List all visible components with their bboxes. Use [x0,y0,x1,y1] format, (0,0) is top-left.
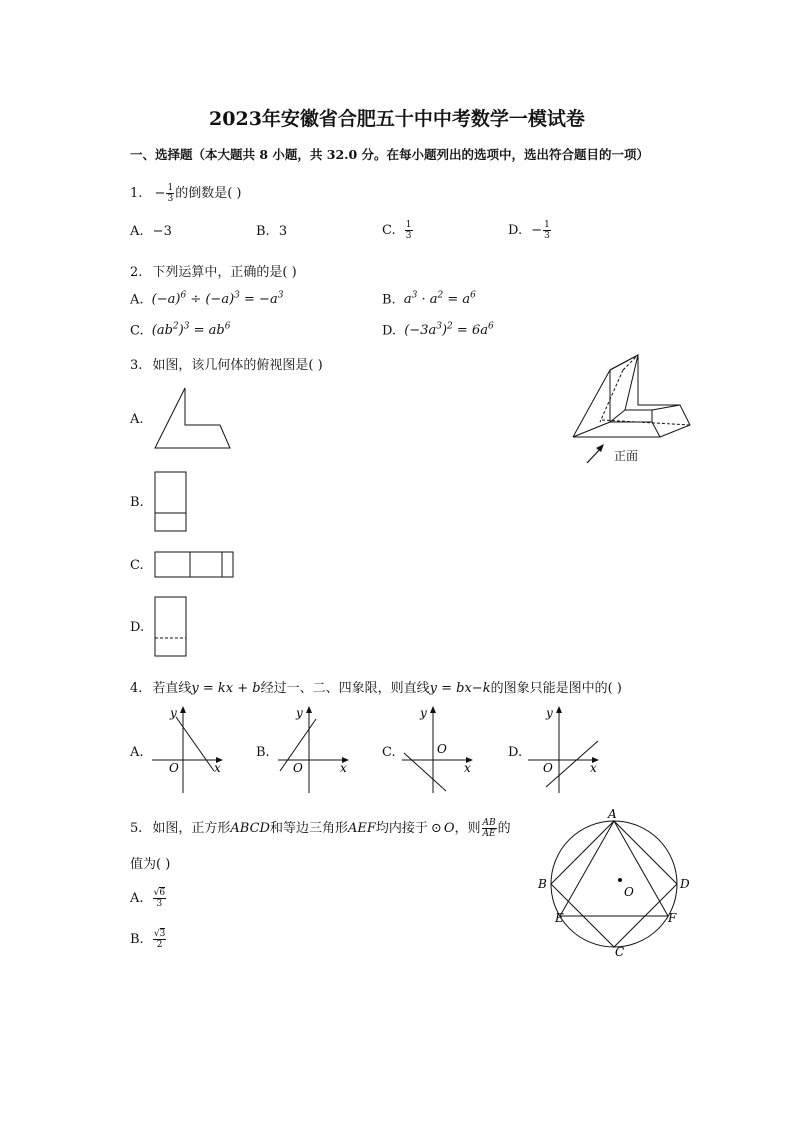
axis-y-label: y [546,706,553,720]
origin-label: O [293,761,303,775]
q1-option-c[interactable]: C. $\frac{1}{3}$ [382,220,412,241]
question-number: 1. [130,186,143,201]
question-1 [130,182,241,204]
axis-y-label: y [420,706,427,720]
q4-graph-b[interactable] [276,705,356,795]
fraction: $\frac{1}{3}$ [167,183,174,204]
axis-y-label: y [170,706,177,720]
q3-option-b-figure[interactable] [150,470,200,535]
circle-figure [538,807,720,960]
q1-option-d[interactable]: D. − $\frac{1}{3}$ [508,220,550,241]
center-dot [618,878,622,882]
page-title: 2023年安徽省合肥五十中中考数学一模试卷 [209,108,585,130]
square-abcd [551,821,677,947]
q4-graph-c[interactable] [400,705,480,795]
question-3: 3. 如图，该几何体的俯视图是( ) [130,358,323,373]
question-stem: 的倒数是( ) [175,186,242,201]
point-o-label: O [624,885,634,899]
q2-option-c[interactable]: C. $(ab^2)^3 = ab^6$ [130,322,231,339]
q4-graph-a[interactable] [150,705,230,795]
question-2: 2. 下列运算中，正确的是( ) [130,265,297,280]
q3-option-d-figure[interactable] [150,595,200,660]
q2-option-d[interactable]: D. $(-3a^3)^2 = 6a^6$ [382,322,494,339]
front-view-label: 正面 [614,449,639,463]
question-5-line-2: 值为( ) [130,857,171,872]
circle-o [551,821,677,947]
q3-option-a-figure[interactable] [150,385,240,455]
point-e-label: E [555,911,564,925]
q2-option-a[interactable]: A. $(-a)^6 \div (-a)^3 = -a^3$ [130,291,284,308]
axis-x-label: x [214,761,221,775]
triangle-aef [560,821,668,916]
origin-label: O [437,742,447,756]
point-f-label: F [668,911,677,925]
q3-option-a[interactable]: A. [130,412,144,427]
q3-option-d[interactable]: D. [130,620,145,635]
point-b-label: B [538,877,547,891]
question-4: 4. 若直线y = kx + b经过一、二、四象限，则直线y = bx−k的图象只能是图中的( ) [130,681,622,696]
q2-option-b[interactable]: B. $a^3 \cdot a^2 = a^6$ [382,291,476,308]
section-heading: 一、选择题（本大题共 8 小题，共 32.0 分。在每小题列出的选项中，选出符合题目的一项） [130,147,650,162]
q4-option-d[interactable]: D. [508,745,523,760]
q3-option-b[interactable]: B. [130,495,144,510]
origin-label: O [169,761,179,775]
minus-sign: − [154,186,166,201]
q5-option-b[interactable]: B. $\frac{√3}{2}$ [130,929,166,950]
q4-option-b[interactable]: B. [256,745,270,760]
axis-y-label: y [296,706,303,720]
point-c-label: C [615,945,625,959]
axis-x-label: x [590,761,597,775]
q4-graph-d[interactable] [526,705,606,795]
point-a-label: A [608,807,617,821]
question-5: 5. 如图，正方形ABCD和等边三角形AEF均内接于 ⊙ O，则 $\frac{AB}{AE}$ 的 [130,818,511,839]
q4-option-c[interactable]: C. [382,745,396,760]
q3-option-c[interactable]: C. [130,558,144,573]
q3-option-c-figure[interactable] [150,549,240,579]
q1-option-b[interactable]: B. 3 [256,224,288,239]
point-d-label: D [680,877,690,891]
axis-x-label: x [340,761,347,775]
q1-option-a[interactable]: A. −3 [130,224,172,239]
origin-label: O [543,761,553,775]
q4-option-a[interactable]: A. [130,745,144,760]
q5-option-a[interactable]: A. $\frac{√6}{3}$ [130,888,166,909]
axis-x-label: x [464,761,471,775]
